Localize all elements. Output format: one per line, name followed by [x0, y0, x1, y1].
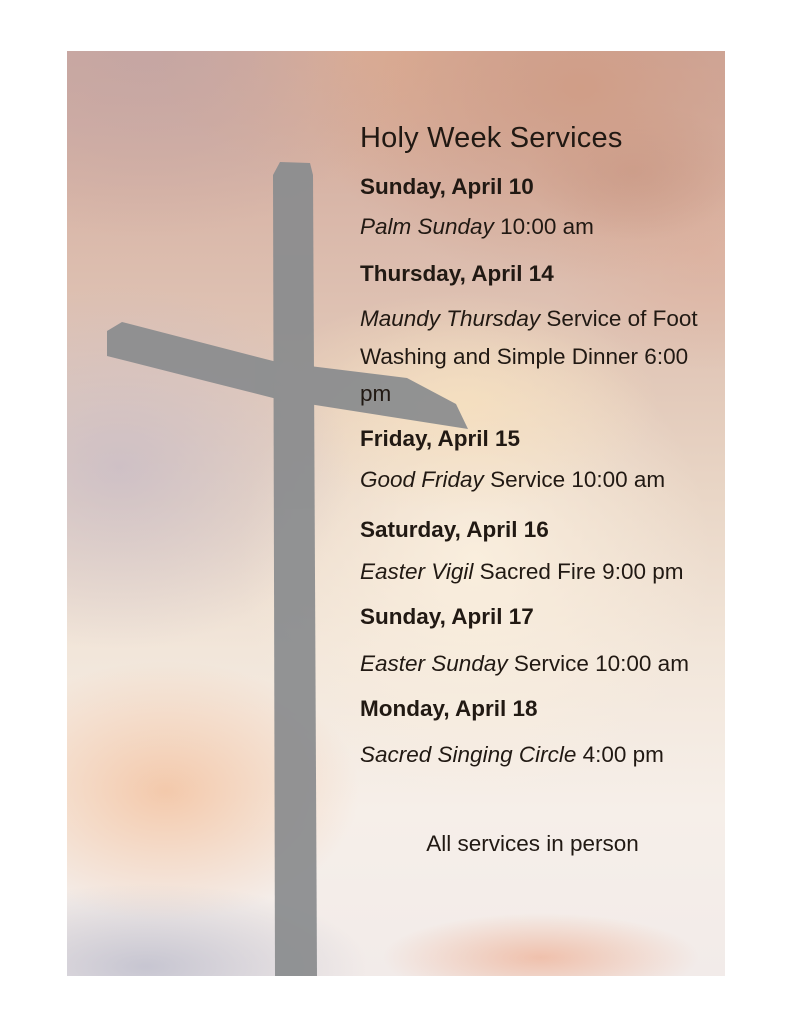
service-date: Saturday, April 16: [360, 517, 549, 542]
service-date: Monday, April 18: [360, 696, 538, 721]
event-name: Maundy Thursday: [360, 306, 541, 331]
service-date: Sunday, April 17: [360, 604, 534, 629]
services-list: [360, 51, 705, 976]
service-date: Thursday, April 14: [360, 261, 554, 286]
event-name: Sacred Singing Circle: [360, 742, 577, 767]
cross-vertical-beam: [273, 162, 317, 976]
service-date: Sunday, April 10: [360, 174, 534, 199]
event-name: Palm Sunday: [360, 214, 494, 239]
service-date: Friday, April 15: [360, 426, 521, 451]
service-event: [360, 651, 689, 677]
page-title: Holy Week Services: [360, 122, 623, 154]
event-name: Good Friday: [360, 467, 484, 492]
event-detail: Service 10:00 am: [507, 651, 689, 676]
event-name: Easter Vigil: [360, 559, 474, 584]
event-detail: Service 10:00 am: [483, 467, 666, 492]
sunset-sky-photo: [67, 51, 725, 976]
service-event: [360, 559, 683, 585]
event-detail: 4:00 pm: [576, 742, 664, 767]
service-event: [360, 214, 594, 240]
service-event: [360, 742, 664, 768]
service-event: [360, 300, 702, 413]
event-detail: Service of Foot Washing and Simple Dinner 6:00 pm: [360, 306, 698, 406]
event-detail: 10:00 am: [493, 214, 594, 239]
service-event: [360, 467, 665, 493]
event-name: Easter Sunday: [360, 651, 508, 676]
footer-note: All services in person: [426, 831, 639, 856]
event-detail: Sacred Fire 9:00 pm: [473, 559, 684, 584]
